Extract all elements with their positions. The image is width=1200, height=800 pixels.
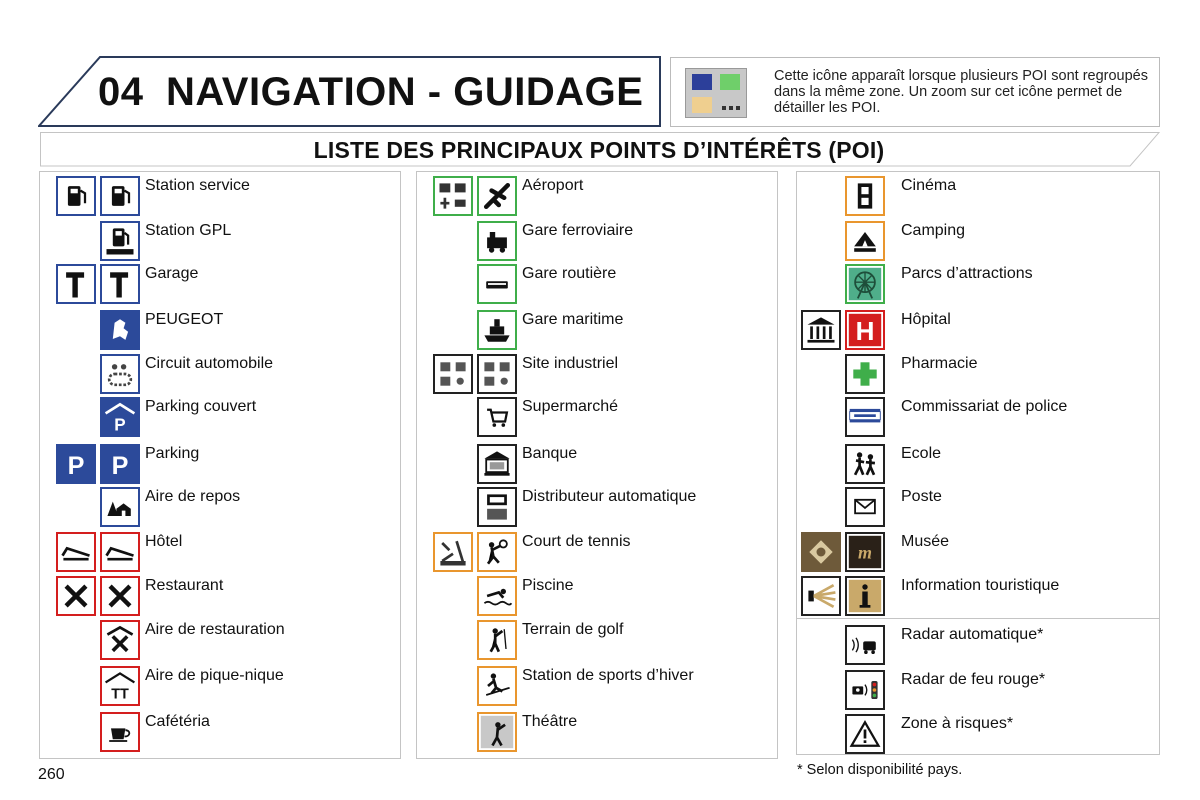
page-title: NAVIGATION - GUIDAGE [166, 70, 644, 114]
fuel-pump-icon [100, 176, 140, 216]
svg-text:P: P [111, 451, 129, 480]
item-label: Cinéma [901, 177, 957, 194]
sports-group-icon [433, 532, 473, 572]
parking-icon [56, 444, 96, 484]
list-item [797, 260, 1159, 304]
police-icon [845, 397, 885, 437]
chapter-number: 04 [98, 70, 144, 114]
list-item [417, 172, 777, 216]
poi-column-3 [796, 171, 1160, 755]
covered-parking-icon [100, 397, 140, 437]
item-label: Aire de restauration [145, 621, 285, 638]
item-label: Parking [145, 445, 200, 462]
item-label: Station de sports d’hiver [522, 667, 694, 684]
item-label: Supermarché [522, 398, 619, 415]
list-item [417, 217, 777, 261]
item-label: Musée [901, 533, 950, 550]
list-item [797, 572, 1159, 616]
item-label: Zone à risques* [901, 715, 1014, 732]
item-label: Court de tennis [522, 533, 631, 550]
list-item [40, 616, 400, 660]
list-item [797, 172, 1159, 216]
fork-knife-icon [100, 576, 140, 616]
list-item [417, 306, 777, 350]
list-item [417, 572, 777, 616]
institution-icon [801, 310, 841, 350]
poi-column-2 [416, 171, 778, 759]
poi-cluster-icon [685, 68, 747, 118]
film-icon [845, 176, 885, 216]
svg-text:H: H [855, 315, 875, 346]
list-item [417, 662, 777, 706]
item-label: Parcs d’attractions [901, 265, 1033, 282]
item-label: Camping [901, 222, 966, 239]
fuel-pump-icon [56, 176, 96, 216]
item-label: Hôpital [901, 311, 951, 328]
item-label: Gare ferroviaire [522, 222, 634, 239]
svg-text:P: P [114, 415, 126, 435]
item-label: Commissariat de police [901, 398, 1068, 415]
monument-icon [801, 532, 841, 572]
parking-icon [100, 444, 140, 484]
list-item [417, 440, 777, 484]
industry-group-icon [433, 354, 473, 394]
item-label: Piscine [522, 577, 574, 594]
section-title: LISTE DES PRINCIPAUX POINTS D’INTÉRÊTS (POI) [313, 137, 885, 163]
list-item [417, 616, 777, 660]
page-number: 260 [38, 766, 65, 783]
item-label: Station service [145, 177, 250, 194]
list-item [40, 306, 400, 350]
wrench-icon [100, 264, 140, 304]
item-label: Circuit automobile [145, 355, 274, 372]
info-text: Cette icône apparaît lorsque plusieurs POI sont regroupés dans la même zone. Un zoom sur cet icône permet de détailler les POI. [774, 68, 1148, 116]
list-item [40, 708, 400, 752]
item-label: Information touristique [901, 577, 1060, 594]
list-item [40, 572, 400, 616]
airplane-icon [477, 176, 517, 216]
list-item [417, 260, 777, 304]
hospital-icon [845, 310, 885, 350]
list-item [417, 393, 777, 437]
item-label: Gare maritime [522, 311, 624, 328]
item-label: Gare routière [522, 265, 617, 282]
item-label: Pharmacie [901, 355, 978, 372]
list-item [797, 440, 1159, 484]
item-label: Théâtre [522, 713, 578, 730]
museum-icon [845, 532, 885, 572]
svg-text:P: P [67, 451, 85, 480]
item-label: Radar de feu rouge* [901, 671, 1046, 688]
swimmer-icon [477, 576, 517, 616]
list-item [40, 483, 400, 527]
item-label: Banque [522, 445, 578, 462]
ship-icon [477, 310, 517, 350]
list-item [417, 350, 777, 394]
list-item [797, 528, 1159, 572]
rest-area-icon [100, 487, 140, 527]
svg-text:TT: TT [111, 686, 129, 703]
list-item [797, 710, 1159, 754]
bus-icon [477, 264, 517, 304]
restaurant-area-icon [100, 620, 140, 660]
skier-icon [477, 666, 517, 706]
picnic-icon [100, 666, 140, 706]
list-item [797, 350, 1159, 394]
svg-text:m: m [857, 542, 873, 563]
item-label: Terrain de golf [522, 621, 624, 638]
list-item [40, 440, 400, 484]
golf-icon [477, 620, 517, 660]
list-item [40, 528, 400, 572]
bed-icon [100, 532, 140, 572]
list-item [797, 483, 1159, 527]
train-icon [477, 221, 517, 261]
pharmacy-cross-icon [845, 354, 885, 394]
ferris-wheel-icon [845, 264, 885, 304]
envelope-icon [845, 487, 885, 527]
item-label: Garage [145, 265, 199, 282]
tennis-icon [477, 532, 517, 572]
list-item [40, 662, 400, 706]
transport-group-icon [433, 176, 473, 216]
fork-knife-icon [56, 576, 96, 616]
item-label: Aéroport [522, 177, 584, 194]
list-item [40, 260, 400, 304]
list-item [797, 217, 1159, 261]
bank-icon [477, 444, 517, 484]
theatre-icon [477, 712, 517, 752]
item-label: Distributeur automatique [522, 488, 697, 505]
item-label: Aire de pique-nique [145, 667, 284, 684]
speed-camera-icon [845, 625, 885, 665]
item-label: Site industriel [522, 355, 619, 372]
item-label: Hôtel [145, 533, 183, 550]
list-item [797, 621, 1159, 665]
info-box [670, 57, 1160, 127]
info-icon [845, 576, 885, 616]
tent-icon [845, 221, 885, 261]
wrench-icon [56, 264, 96, 304]
gpl-pump-icon [100, 221, 140, 261]
peugeot-lion-icon [100, 310, 140, 350]
item-label: Ecole [901, 445, 942, 462]
atm-icon [477, 487, 517, 527]
section-divider [797, 618, 1159, 619]
item-label: Aire de repos [145, 488, 241, 505]
red-light-camera-icon [845, 670, 885, 710]
list-item [417, 708, 777, 752]
list-item [40, 350, 400, 394]
race-circuit-icon [100, 354, 140, 394]
list-item [40, 172, 400, 216]
list-item [40, 393, 400, 437]
item-label: Radar automatique* [901, 626, 1044, 643]
footnote: * Selon disponibilité pays. [797, 762, 963, 778]
list-item [417, 528, 777, 572]
item-label: Restaurant [145, 577, 224, 594]
list-item [797, 666, 1159, 710]
shopping-cart-icon [477, 397, 517, 437]
item-label: Parking couvert [145, 398, 257, 415]
bed-icon [56, 532, 96, 572]
danger-zone-icon [845, 714, 885, 754]
list-item [797, 306, 1159, 350]
item-label: Cafétéria [145, 713, 210, 730]
item-label: Poste [901, 488, 942, 505]
industry-group-icon [477, 354, 517, 394]
item-label: PEUGEOT [145, 311, 224, 328]
item-label: Station GPL [145, 222, 232, 239]
school-children-icon [845, 444, 885, 484]
list-item [40, 217, 400, 261]
poi-column-1 [39, 171, 401, 759]
list-item [417, 483, 777, 527]
list-item [797, 393, 1159, 437]
viewpoint-icon [801, 576, 841, 616]
coffee-cup-icon [100, 712, 140, 752]
